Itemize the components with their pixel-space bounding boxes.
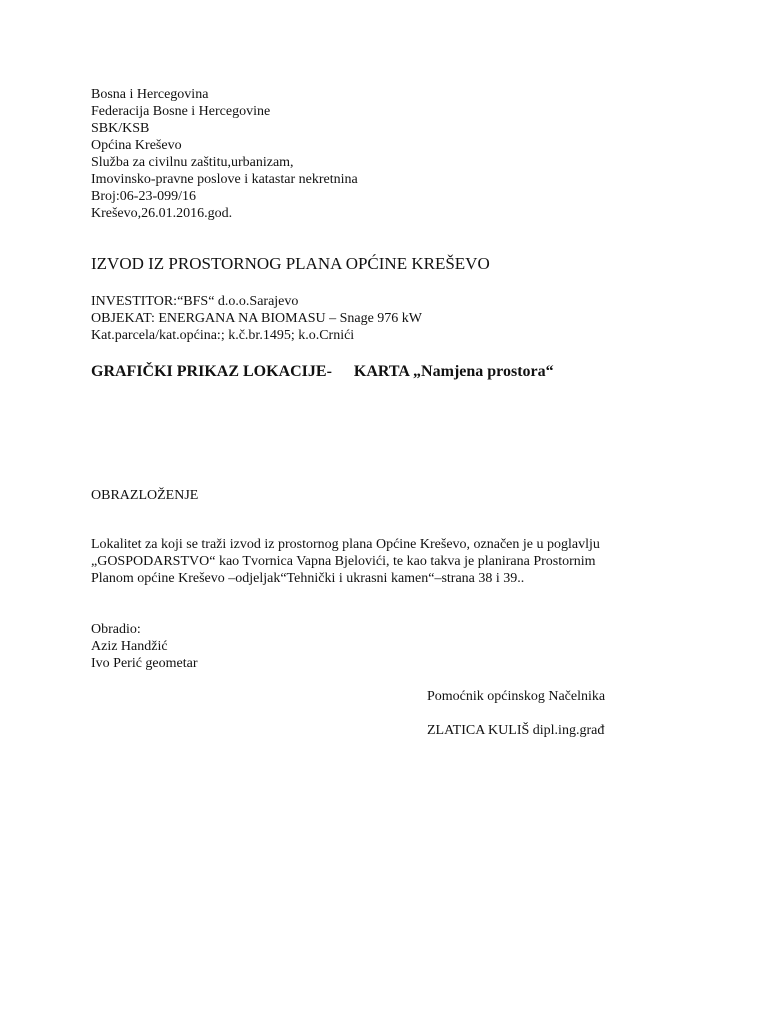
- graphic-display-label: GRAFIČKI PRIKAZ LOKACIJE-: [91, 363, 332, 380]
- processed-by-name-1: Aziz Handžić: [91, 639, 168, 654]
- explanation-body: [91, 536, 600, 587]
- explanation-line-1: Lokalitet za koji se traži izvod iz prostornog plana Općine Kreševo, označen je u poglavlju: [91, 537, 600, 552]
- document-title: IZVOD IZ PROSTORNOG PLANA OPĆINE KREŠEVO: [91, 254, 490, 273]
- header-service-line-2: Imovinsko-pravne poslove i katastar nekretnina: [91, 172, 358, 187]
- explanation-heading: OBRAZLOŽENJE: [91, 488, 199, 503]
- processed-by-block: [91, 621, 198, 672]
- document-header: [91, 86, 358, 222]
- header-canton: SBK/KSB: [91, 121, 150, 136]
- graphic-display-heading: [91, 362, 554, 381]
- explanation-line-3: Planom općine Kreševo –odjeljak“Tehnički i ukrasni kamen“–strana 38 i 39..: [91, 571, 525, 586]
- processed-by-label: Obradio:: [91, 622, 141, 637]
- parcel-line: Kat.parcela/kat.općina:; k.č.br.1495; k.o.Crnići: [91, 328, 355, 343]
- header-country: Bosna i Hercegovina: [91, 87, 209, 102]
- processed-by-name-2: Ivo Perić geometar: [91, 656, 198, 671]
- signatory-role: Pomoćnik općinskog Načelnika: [427, 689, 606, 704]
- signatory-name: ZLATICA KULIŠ dipl.ing.građ: [427, 723, 605, 738]
- investor-line: INVESTITOR:“BFS“ d.o.o.Sarajevo: [91, 294, 299, 309]
- header-reference-number: Broj:06-23-099/16: [91, 189, 196, 204]
- object-line: OBJEKAT: ENERGANA NA BIOMASU – Snage 976 kW: [91, 311, 423, 326]
- header-service-line-1: Služba za civilnu zaštitu,urbanizam,: [91, 155, 294, 170]
- header-federation: Federacija Bosne i Hercegovine: [91, 104, 271, 119]
- header-place-date: Kreševo,26.01.2016.god.: [91, 206, 233, 221]
- header-municipality: Općina Kreševo: [91, 138, 182, 153]
- project-info: [91, 293, 422, 344]
- explanation-line-2: „GOSPODARSTVO“ kao Tvornica Vapna Bjelovići, te kao takva je planirana Prostornim: [91, 554, 596, 569]
- map-label: KARTA „Namjena prostora“: [353, 363, 554, 380]
